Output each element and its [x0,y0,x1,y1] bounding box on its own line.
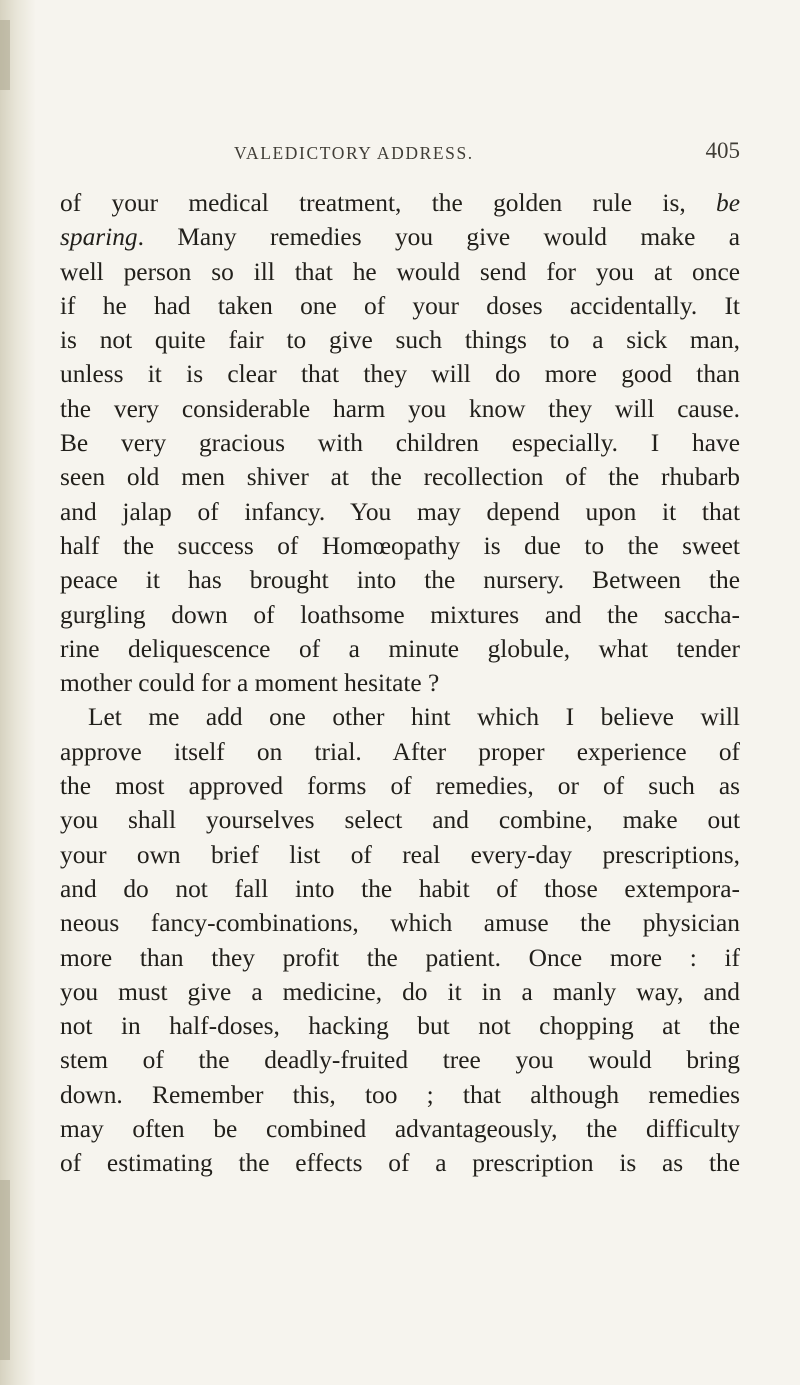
line-text: and jalap of infancy. You may depend upon it that [60,497,740,526]
line-text: you shall yourselves select and combine, make out [60,806,740,835]
line-text: may often be combined advantageously, the difficulty [60,1115,740,1144]
line-text: rine deliquescence of a minute globule, what tender [60,634,740,663]
spine-stain [0,1180,10,1360]
text-line [60,1009,740,1043]
line-text: of estimating the effects of a prescription is as the [60,1149,740,1178]
text-line [60,632,740,666]
line-text: gurgling down of loathsome mixtures and the saccha- [60,600,740,629]
text-line [60,872,740,906]
text-line [60,460,740,494]
text-line [60,975,740,1009]
body-text [60,186,740,1181]
text-line [60,357,740,391]
line-text: approve itself on trial. After proper experience of [60,737,740,766]
text-line [60,735,740,769]
text-line [60,1112,740,1146]
line-text: you must give a medicine, do it in a manly way, and [60,977,740,1006]
line-text: peace it has brought into the nursery. Between the [60,566,740,595]
text-line [60,186,740,220]
text-line [60,426,740,460]
line-text: if he had taken one of your doses accidentally. It [60,291,740,320]
line-text: Let me add one other hint which I believe will [88,703,740,732]
line-text: your own brief list of real every-day prescriptions, [60,840,740,869]
running-head [60,138,740,173]
line-text: Be very gracious with children especially. I have [60,429,740,458]
text-line [60,392,740,426]
text-line [60,323,740,357]
line-text: of your medical treatment, the golden rule is, [60,189,717,217]
page-number: 405 [705,138,740,163]
line-text: more than they profit the patient. Once more : if [60,943,740,972]
page-spine-shadow [0,0,36,1385]
text-line [60,563,740,597]
line-text: and do not fall into the habit of those extempora- [60,874,740,903]
text-line [60,529,740,563]
text-line [60,803,740,837]
line-text: down. Remember this, too ; that although remedies [60,1080,740,1109]
line-text: stem of the deadly-fruited tree you would bring [60,1046,740,1075]
text-line [60,255,740,289]
line-text: the very considerable harm you know they will cause. [60,394,740,423]
line-text: unless it is clear that they will do more good than [60,360,740,389]
line-text: not in half-doses, hacking but not chopping at the [60,1012,740,1041]
text-line [60,666,740,700]
line-text: half the success of Homœopathy is due to the sweet [60,531,740,560]
text-line [60,1146,740,1180]
line-text: is not quite fair to give such things to a sick man, [60,326,740,355]
spine-stain [0,20,10,90]
line-text: well person so ill that he would send for you at once [60,257,740,286]
line-text: seen old men shiver at the recollection of the rhubarb [60,463,740,492]
line-text: the most approved forms of remedies, or of such as [60,772,740,801]
text-line [60,289,740,323]
line-text: . Many remedies you give would make a [137,223,740,252]
text-line [60,220,740,254]
text-line [60,941,740,975]
text-line [60,838,740,872]
text-line [60,769,740,803]
text-line [60,1043,740,1077]
text-line [60,598,740,632]
text-line [60,1078,740,1112]
text-line [60,495,740,529]
line-text: mother could for a moment hesitate ? [60,669,440,698]
running-title: VALEDICTORY ADDRESS. [234,143,474,163]
line-italic-text: be [716,189,740,217]
line-text: neous fancy-combinations, which amuse the physician [60,909,740,938]
text-line [60,906,740,940]
text-line [60,700,740,734]
line-italic-text: sparing [60,223,138,252]
